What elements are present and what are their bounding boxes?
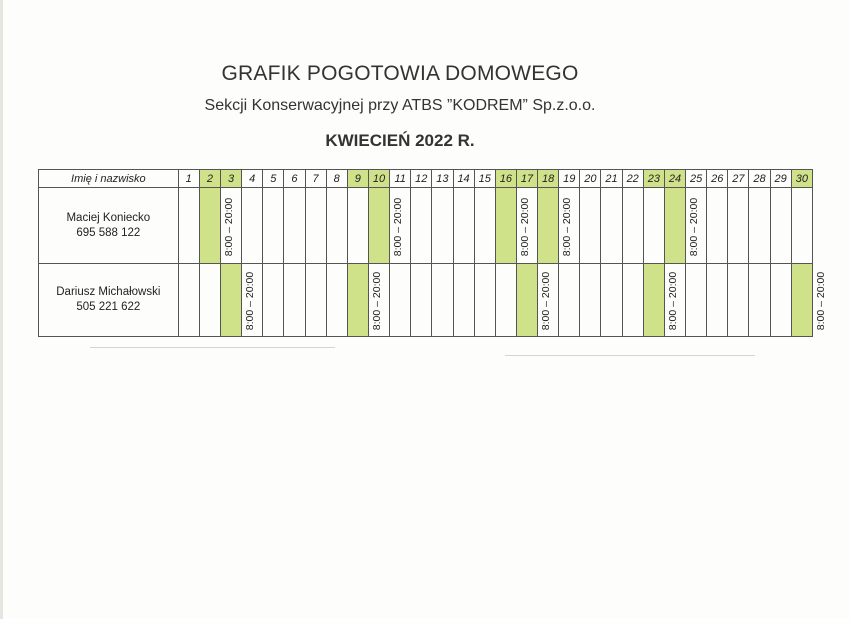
day-cell — [622, 188, 643, 264]
day-cell — [643, 264, 679, 337]
day-header: 21 — [601, 170, 622, 188]
scan-mark — [505, 355, 755, 356]
shift-hours: 8:00 – 20:00 — [370, 271, 383, 331]
day-cell — [453, 264, 474, 337]
day-header: 28 — [749, 170, 770, 188]
day-header: 10 — [368, 170, 389, 188]
day-cell — [664, 188, 701, 264]
day-header: 30 — [791, 170, 812, 188]
day-cell — [559, 264, 580, 337]
day-header: 13 — [432, 170, 453, 188]
day-header: 6 — [284, 170, 305, 188]
day-header: 18 — [538, 170, 559, 188]
person-name: Maciej Koniecko — [66, 211, 151, 224]
day-cell — [622, 264, 643, 337]
name-column-header: Imię i nazwisko — [39, 170, 179, 188]
day-cell — [284, 264, 305, 337]
day-cell — [601, 264, 622, 337]
day-cell — [242, 188, 263, 264]
day-header: 22 — [622, 170, 643, 188]
day-cell — [770, 264, 791, 337]
shift-hours: 8:00 – 20:00 — [561, 197, 574, 256]
month-heading: KWIECIEŃ 2022 R. — [325, 131, 475, 150]
day-cell — [601, 188, 622, 264]
day-header: 8 — [326, 170, 347, 188]
day-header: 27 — [728, 170, 749, 188]
day-cell — [347, 188, 368, 264]
person-cell — [39, 188, 179, 264]
day-cell — [432, 264, 453, 337]
day-header: 11 — [390, 170, 411, 188]
day-header: 7 — [305, 170, 326, 188]
day-cell — [178, 264, 199, 337]
day-header: 4 — [242, 170, 263, 188]
day-cell — [728, 188, 749, 264]
day-cell — [749, 188, 770, 264]
day-cell — [305, 264, 326, 337]
day-cell — [305, 188, 326, 264]
day-cell — [453, 188, 474, 264]
day-header: 17 — [516, 170, 537, 188]
day-cell — [495, 188, 531, 264]
day-header: 20 — [580, 170, 601, 188]
day-header: 9 — [347, 170, 368, 188]
duty-schedule-table — [38, 169, 827, 337]
person-phone: 695 588 122 — [76, 226, 141, 239]
day-cell — [178, 188, 199, 264]
day-cell — [643, 188, 664, 264]
day-header: 24 — [664, 170, 685, 188]
shift-hours: 8:00 – 20:00 — [223, 197, 236, 256]
day-header: 2 — [199, 170, 220, 188]
person-row — [39, 264, 813, 337]
person-cell — [39, 264, 179, 337]
shift-hours: 8:00 – 20:00 — [244, 271, 257, 331]
day-cell — [516, 264, 553, 337]
day-header: 25 — [686, 170, 707, 188]
day-cell — [199, 264, 220, 337]
page-title: GRAFIK POGOTOWIA DOMOWEGO — [221, 62, 579, 85]
day-cell — [686, 264, 707, 337]
scan-mark — [90, 347, 335, 348]
day-cell — [326, 188, 347, 264]
day-cell — [728, 264, 749, 337]
shift-hours: 8:00 – 20:00 — [666, 271, 679, 331]
shift-hours: 8:00 – 20:00 — [814, 271, 827, 331]
day-cell — [474, 188, 495, 264]
day-cell — [411, 188, 432, 264]
day-header: 23 — [643, 170, 664, 188]
shift-hours: 8:00 – 20:00 — [688, 197, 701, 256]
day-cell — [220, 264, 257, 337]
day-cell — [580, 264, 601, 337]
day-header: 26 — [707, 170, 728, 188]
day-header: 12 — [411, 170, 432, 188]
day-header: 14 — [453, 170, 474, 188]
header-row — [39, 170, 813, 188]
person-name: Dariusz Michałowski — [56, 286, 161, 298]
day-cell — [263, 264, 284, 337]
day-cell — [707, 188, 728, 264]
day-cell — [770, 188, 791, 264]
person-row — [39, 188, 813, 264]
day-cell — [263, 188, 284, 264]
day-cell — [749, 264, 770, 337]
day-cell — [791, 264, 827, 337]
day-header: 16 — [495, 170, 516, 188]
day-cell — [495, 264, 516, 337]
shift-hours: 8:00 – 20:00 — [392, 197, 405, 256]
day-cell — [538, 188, 574, 264]
day-header: 29 — [770, 170, 791, 188]
shift-hours: 8:00 – 20:00 — [518, 197, 531, 256]
day-cell — [411, 264, 432, 337]
day-header: 3 — [220, 170, 241, 188]
page-subtitle: Sekcji Konserwacyjnej przy ATBS ”KODREM” Sp.z.o.o. — [204, 97, 596, 114]
day-cell — [432, 188, 453, 264]
day-header: 19 — [559, 170, 580, 188]
day-header: 1 — [178, 170, 199, 188]
day-cell — [390, 264, 411, 337]
day-cell — [707, 264, 728, 337]
scan-edge — [0, 0, 3, 619]
day-cell — [368, 188, 405, 264]
shift-hours: 8:00 – 20:00 — [540, 271, 553, 331]
person-phone: 505 221 622 — [76, 301, 141, 313]
day-header: 15 — [474, 170, 495, 188]
day-cell — [347, 264, 383, 337]
day-cell — [284, 188, 305, 264]
day-cell — [474, 264, 495, 337]
day-header: 5 — [263, 170, 284, 188]
day-cell — [791, 188, 812, 264]
day-cell — [326, 264, 347, 337]
day-cell — [199, 188, 236, 264]
day-cell — [580, 188, 601, 264]
